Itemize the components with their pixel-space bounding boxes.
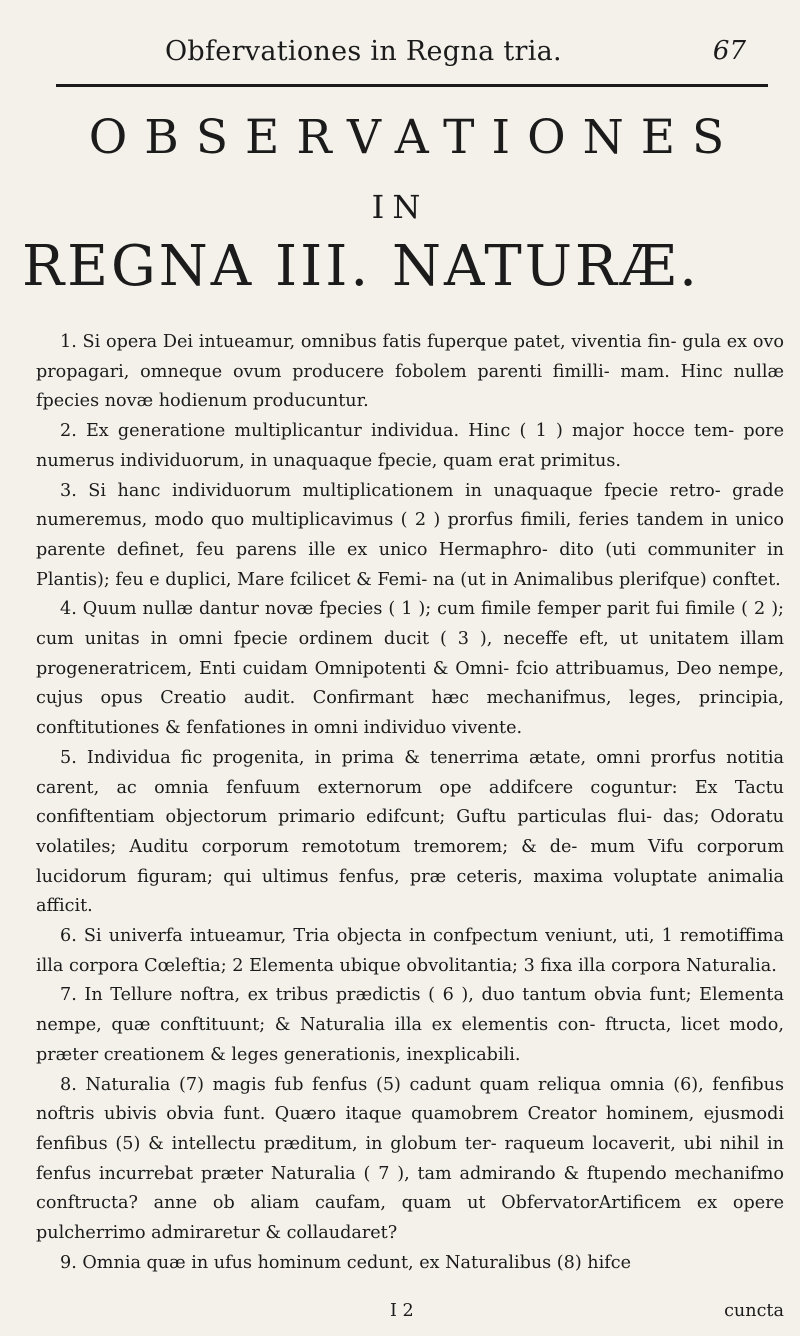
header-rule (56, 84, 768, 87)
page-number: 67 (712, 36, 746, 66)
paragraph-8: 8. Naturalia (7) magis fub fenfus (5) cadunt quam reliqua omnia (6), fenfibus noftris ubivis obvia funt. Quæro itaque quamobrem Creator hominem, ejusmodi fenfibus (5) & intellectu præditum, in globum ter- raqueum locaverit, ubi nihil in fenfus incurrebat præter Naturalia ( 7 ), tam admirando & ftupendo mechanifmo conftructa? anne ob aliam caufam, quam ut ObfervatorArtificem ex opere pulcherrimo admiraretur & collaudaret? (36, 1074, 784, 1244)
paragraph-6: 6. Si univerfa intueamur, Tria objecta in confpectum veniunt, uti, 1 remotiffima illa corpora Cœleftia; 2 Elementa ubique obvolitantia; 3 fixa illa corpora Naturalia. (36, 926, 784, 976)
signature-mark: I 2 (390, 1301, 414, 1321)
title-in: IN (371, 188, 429, 226)
paragraph-2: 2. Ex generatione multiplicantur individua. Hinc ( 1 ) major hocce tem- pore numerus individuorum, in unaquaque fpecie, quam erat primitus. (36, 421, 784, 471)
paragraph-5: 5. Individua fic progenita, in prima & tenerrima ætate, omni prorfus notitia carent, ac omnia fenfuum externorum ope addifcere coguntur: Ex Tactu confiftentiam objectorum primario edifcunt; Guftu particulas flui- das; Odoratu volatiles; Auditu corporum remototum tremorem; & de- mum Vifu corporum lucidorum figuram; qui ultimus fenfus, præ ceteris, maxima voluptate animalia afficit. (36, 747, 784, 917)
paragraph-3: 3. Si hanc individuorum multiplicationem in unaquaque fpecie retro- grade numeremus, modo quo multiplicavimus ( 2 ) prorfus fimili, feries tandem in unico parente definet, feu parens ille ex unico Hermaphro- dito (uti communiter in Plantis); feu e duplici, Mare fcilicet & Femi- na (ut in Animalibus plerifque) conftet. (36, 480, 784, 590)
page-footer (36, 1301, 784, 1329)
paragraph-9: 9. Omnia quæ in ufus hominum cedunt, ex Naturalibus (8) hifce (60, 1252, 632, 1273)
running-title: Obfervationes in Regna tria. (165, 36, 562, 67)
paragraph-1: 1. Si opera Dei intueamur, omnibus fatis fuperque patet, viventia fin- gula ex ovo propagari, omneque ovum producere fobolem parenti fimilli- mam. Hinc nullæ fpecies novæ hodienum producuntur. (36, 332, 784, 412)
title-regna-naturae: REGNA III. NATURÆ. (22, 234, 700, 299)
paragraph-4: 4. Quum nullæ dantur novæ fpecies ( 1 ); cum fimile femper parit fui fimile ( 2 ); cum unitas in omni fpecie ordinem ducit ( 3 ), neceffe eft, ut unitatem illam progeneratricem, Enti cuidam Omnipotenti & Omni- fcio attribuamus, Deo nempe, cujus opus Creatio audit. Confirmant hæc mechanifmus, leges, principia, conftitutiones & fenfationes in omni individuo vivente. (36, 599, 784, 739)
catchword: cuncta (724, 1301, 784, 1321)
title-observationes: OBSERVATIONES (88, 110, 742, 165)
running-head (0, 36, 800, 76)
body-text (36, 328, 784, 1279)
paragraph-7: 7. In Tellure noftra, ex tribus prædictis ( 6 ), duo tantum obvia funt; Elementa nempe, quæ conftituunt; & Naturalia illa ex elementis con- ftructa, licet modo, præter creationem & leges generationis, inexplicabili. (36, 985, 784, 1065)
